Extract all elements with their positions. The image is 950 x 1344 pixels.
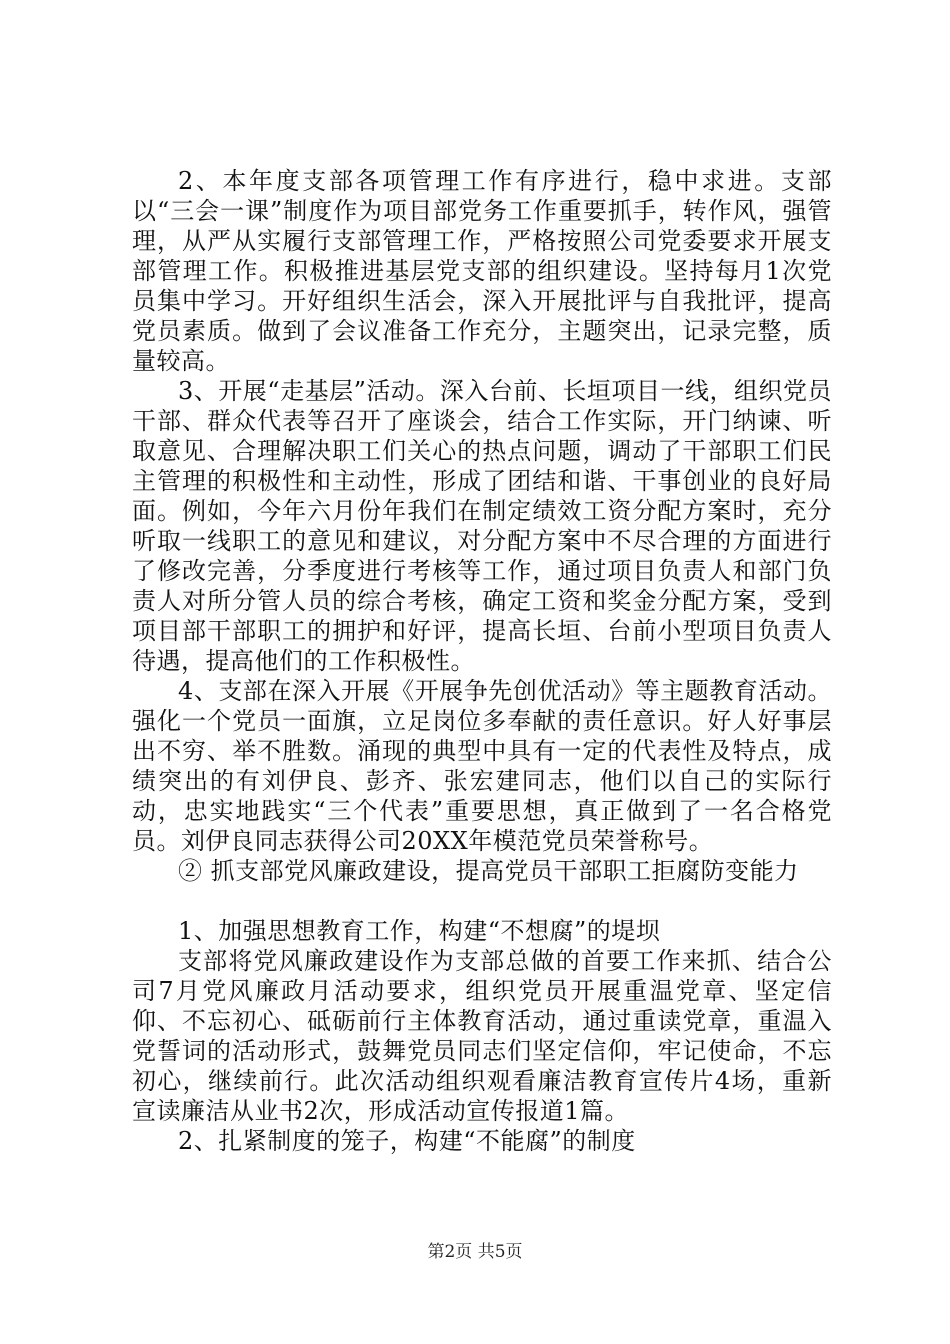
paragraph-integrity-month: 支部将党风廉政建设作为支部总做的首要工作来抓、结合公司7月党风廉政月活动要求，组织党员开展重温党章、坚定信仰、不忘初心、砥砺前行主体教育活动，通过重读党章，重温入党誓词的活动形式，鼓舞党员同志们坚定信仰，牢记使命，不忘初心，继续前行。此次活动组织观看廉洁教育宣传片4场，重新宣读廉洁从业书2次，形成活动宣传报道1篇。	[132, 947, 832, 1125]
paragraph-grassroots-activity: 3、开展“走基层”活动。深入台前、长垣项目一线，组织党员干部、群众代表等召开了座谈会，结合工作实际，开门纳谏、听取意见、合理解决职工们关心的热点问题，调动了干部职工们民主管理的积极性和主动性，形成了团结和谐、干事创业的良好局面。例如，今年六月份年我们在制定绩效工资分配方案时，充分听取一线职工的意见和建议，对分配方案中不尽合理的方面进行了修改完善，分季度进行考核等工作，通过项目负责人和部门负责人对所分管人员的综合考核，确定工资和奖金分配方案，受到项目部干部职工的拥护和好评，提高长垣、台前小型项目负责人待遇，提高他们的工作积极性。	[132, 377, 832, 675]
section-heading-integrity: ② 抓支部党风廉政建设，提高党员干部职工拒腐防变能力	[178, 857, 799, 885]
subheading-ideological-education: 1、加强思想教育工作，构建“不想腐”的堤坝	[178, 917, 661, 945]
paragraph-management-work: 2、本年度支部各项管理工作有序进行，稳中求进。支部以“三会一课”制度作为项目部党务工作重要抓手，转作风，强管理，从严从实履行支部管理工作，严格按照公司党委要求开展支部管理工作。积极推进基层党支部的组织建设。坚持每月1次党员集中学习。开好组织生活会，深入开展批评与自我批评，提高党员素质。做到了会议准备工作充分，主题突出，记录完整，质量较高。	[132, 167, 832, 375]
subheading-system-cage: 2、扎紧制度的笼子，构建“不能腐”的制度	[178, 1127, 636, 1155]
document-body	[132, 166, 832, 1156]
page-footer: 第2页 共5页	[427, 1242, 523, 1262]
paragraph-excellence-campaign: 4、支部在深入开展《开展争先创优活动》等主题教育活动。强化一个党员一面旗，立足岗位多奉献的责任意识。好人好事层出不穷、举不胜数。涌现的典型中具有一定的代表性及特点，成绩突出的有刘伊良、彭齐、张宏建同志，他们以自己的实际行动，忠实地践实“三个代表”重要思想，真正做到了一名合格党员。刘伊良同志获得公司20XX年模范党员荣誉称号。	[132, 677, 832, 855]
